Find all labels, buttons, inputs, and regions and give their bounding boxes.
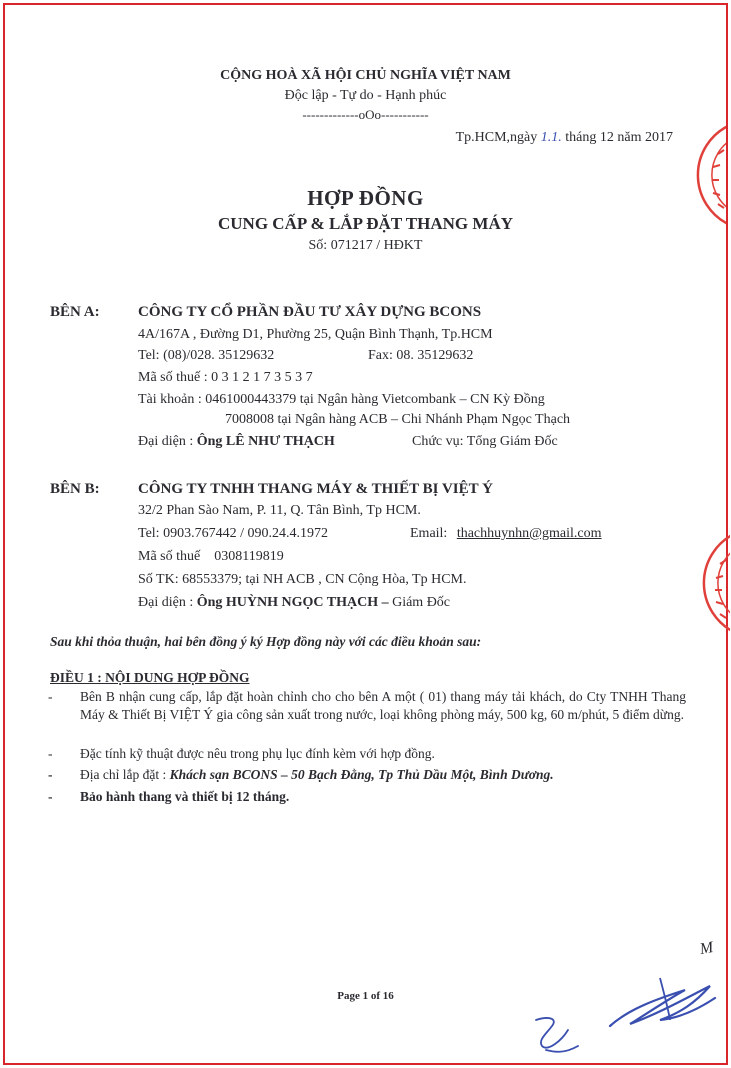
signature-a-initials (528, 1010, 588, 1060)
contract-number: Số: 071217 / HĐKT (308, 238, 423, 253)
party-b-position: Giám Đốc (392, 595, 451, 610)
page-border (3, 3, 728, 1065)
party-b-email-link[interactable]: thachhuynhn@gmail.com (456, 526, 602, 541)
contract-date (456, 130, 673, 146)
article-1-item (48, 688, 688, 742)
nation-heading: CỘNG HOÀ XÃ HỘI CHỦ NGHĨA VIỆT NAM (220, 68, 511, 83)
party-b-name: CÔNG TY TNHH THANG MÁY & THIẾT BỊ VIỆT Ý (138, 481, 493, 497)
party-a-tel: Tel: (08)/028. 35129632 (138, 348, 275, 363)
bullet-dash: - (48, 789, 53, 804)
article-1-item (48, 745, 688, 763)
article-1-item (48, 766, 688, 784)
agreement-intro: Sau khi thỏa thuận, hai bên đồng ý ký Hợp đồng này với các điều khoản sau: (50, 634, 482, 649)
party-b-representative (138, 595, 450, 611)
date-prefix: Tp.HCM,ngày (455, 130, 538, 145)
article-1-item-text (80, 766, 686, 784)
party-b-email-label: Email: (410, 526, 448, 541)
party-a-tax: Mã số thuế : 0 3 1 2 1 7 3 5 3 7 (138, 370, 313, 385)
party-b-email (410, 526, 602, 542)
date-suffix: tháng 12 năm 2017 (565, 130, 673, 145)
stamp-fragment-top (690, 120, 726, 230)
party-b-label: BÊN B: (50, 481, 100, 497)
initials-mark: M (698, 938, 715, 959)
contract-title: HỢP ĐỒNG (307, 186, 424, 210)
party-b-tel: Tel: 0903.767442 / 090.24.4.1972 (138, 526, 328, 541)
party-b-rep-name: Ông HUỲNH NGỌC THẠCH – (196, 595, 389, 610)
motto: Độc lập - Tự do - Hạnh phúc (284, 88, 447, 103)
party-a-account-1: Tài khoản : 0461000443379 tại Ngân hàng Vietcombank – CN Kỳ Đồng (138, 392, 545, 407)
bullet-dash: - (48, 746, 53, 761)
signature-b (600, 968, 720, 1038)
date-day: 1.1. (540, 130, 562, 145)
article-1-item-text: Bên B nhận cung cấp, lắp đặt hoàn chỉnh cho cho bên A một ( 01) thang máy tải khách, do Cty TNHH Thang Máy & Thiết Bị VIỆT Ý gia công sản xuất trong nước, loại không phòng máy, 500 kg, 60 m/phút, 5 điểm dừng. (80, 689, 686, 722)
party-a-rep-name: Ông LÊ NHƯ THẠCH (196, 434, 335, 449)
stamp-fragment-bottom (696, 528, 730, 638)
bullet-dash: - (48, 767, 53, 782)
header-divider: -------------oOo----------- (302, 107, 429, 122)
article-1-heading: ĐIỀU 1 : NỘI DUNG HỢP ĐỒNG (50, 670, 250, 685)
party-b-tax: Mã số thuế 0308119819 (138, 549, 284, 564)
page-number: Page 1 of 16 (337, 990, 394, 1002)
install-address-label: Địa chỉ lắp đặt : (80, 767, 167, 782)
party-a-fax: Fax: 08. 35129632 (368, 348, 474, 363)
party-b-rep-label: Đại diện : (138, 595, 194, 610)
article-1-item-text: Đặc tính kỹ thuật được nêu trong phụ lục đính kèm với hợp đồng. (80, 746, 435, 761)
party-a-position: Chức vụ: Tổng Giám Đốc (412, 434, 558, 449)
party-a-account-2: 7008008 tại Ngân hàng ACB – Chi Nhánh Phạm Ngọc Thạch (225, 412, 571, 427)
party-b-account: Số TK: 68553379; tại NH ACB , CN Cộng Hòa, Tp HCM. (138, 572, 467, 587)
party-a-rep-label: Đại diện : (138, 434, 194, 449)
party-a-representative (138, 434, 335, 450)
install-address-value: Khách sạn BCONS – 50 Bạch Đằng, Tp Thủ Dầu Một, Bình Dương. (169, 767, 554, 782)
article-1-item-text: Bảo hành thang và thiết bị 12 tháng. (80, 789, 290, 804)
article-1-item (48, 788, 688, 806)
party-a-name: CÔNG TY CỔ PHẦN ĐẦU TƯ XÂY DỰNG BCONS (138, 304, 482, 320)
party-a-address: 4A/167A , Đường D1, Phường 25, Quận Bình Thạnh, Tp.HCM (138, 327, 493, 342)
bullet-dash: - (48, 689, 53, 704)
contract-subtitle: CUNG CẤP & LẮP ĐẶT THANG MÁY (218, 214, 513, 233)
party-b-address: 32/2 Phan Sào Nam, P. 11, Q. Tân Bình, Tp HCM. (138, 503, 421, 518)
party-a-label: BÊN A: (50, 304, 100, 320)
